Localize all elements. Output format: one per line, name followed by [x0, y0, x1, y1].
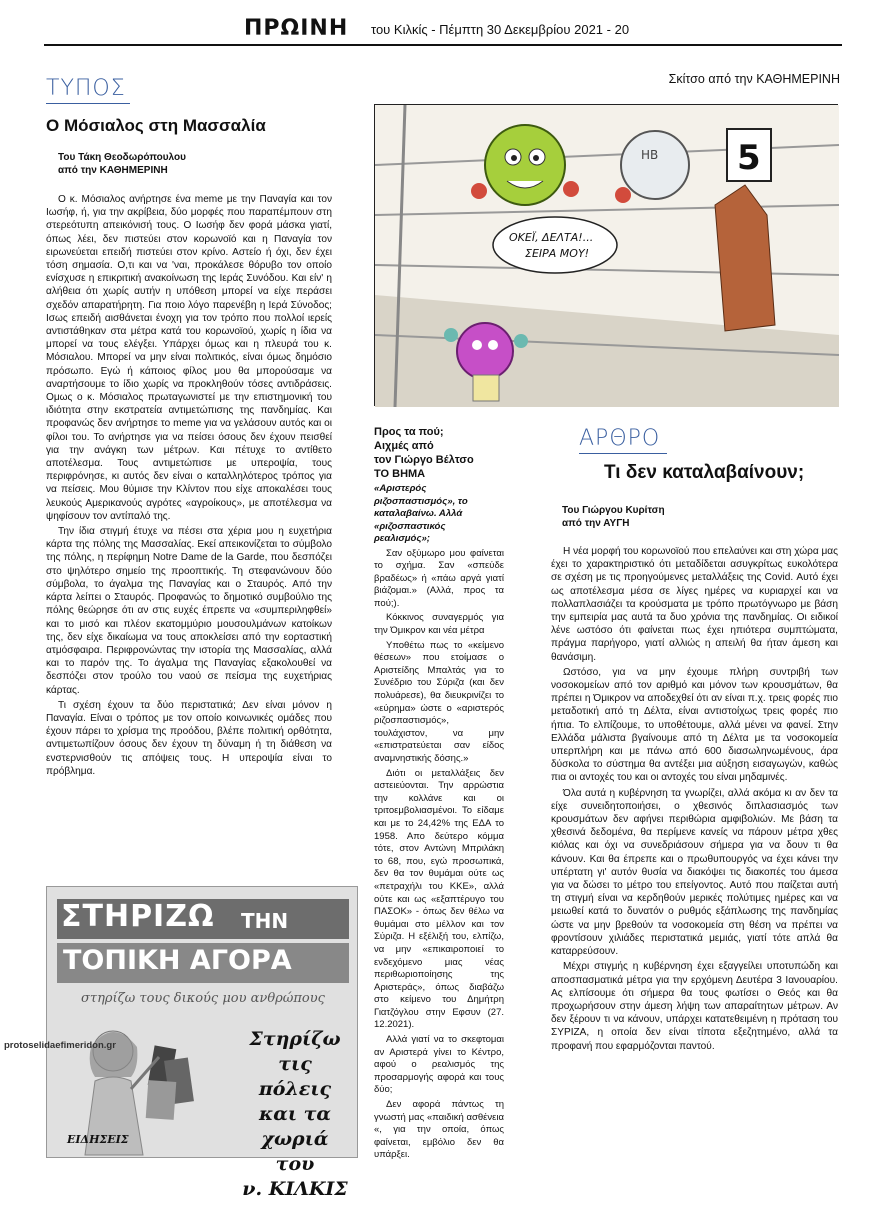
paragraph: Την ίδια στιγμή έτυχε να πέσει στα χέρια μου η ευχετήρια κάρτα της πόλης της Μασσαλίας. Εκεί απεικονίζεται το σύμβολο της πόλης, η περίφημη Notre Dame de la Garde, που δεσπόζει στο ψηλότερο σημείο της προοπτικής. Τη στεφανώνουν δύο σύμβολα, το άγαλμα της Παναγίας και ο Σταυρός. Από την κάρτα λείπει ο Σταυρός. Προφανώς το δημοτικό συμβούλιο της πόλης θεώρησε ότι αν στις ευχές έπρεπε να «συμπεριληφθεί» και το μισό και πλέον εκατομμύριο μουσουλμάνων κατοίκων της, δεν είχε δικαίωμα να τους αποκλείσει από την εορταστική ατμόσφαιρα. Περιφρονώντας την ιστορία της Μασσαλίας, αλλά και το παρόν της. Το άγαλμα της Παναγίας εξακολουθεί να δεσπόζει στον τρούλο του ναού σε πείσμα της ευχετήριας κάρτας.	[46, 526, 332, 696]
paragraph: Δεν αφορά πάντως τη γνωστή μας «παιδική ασθένεια «, για την οποία, όπως φαίνεται, εμβόλιο δεν θα υπάρξει.	[374, 1099, 504, 1161]
svg-text:HB: HB	[641, 148, 659, 162]
ad-subtitle: στηρίζω τους δικούς μου ανθρώπους	[81, 991, 325, 1006]
ad-slogan-line: Στηρίζω	[249, 1028, 341, 1050]
byline-author: Του Τάκη Θεοδωρόπουλου	[58, 152, 186, 163]
cartoon-caption: Σκίτσο από την ΚΑΘΗΜΕΡΙΝΗ	[668, 72, 840, 86]
advertisement-local-market	[46, 886, 358, 1200]
byline-left	[58, 151, 186, 177]
ad-title-line1b: ΤΗΝ	[241, 909, 289, 933]
paragraph: Αλλά γιατί να το σκεφτομαι αν Αριστερά γίνει το Κέντρο, αφού ο ρεαλισμός της προσαρμογής αφορά και τους δύο;	[374, 1034, 504, 1096]
byline-source: από την ΑΥΓΗ	[562, 518, 630, 529]
byline-author: Του Γιώργου Κυρίτση	[562, 505, 665, 516]
paragraph: Τι σχέση έχουν τα δύο περιστατικά; Δεν είναι μόνον η Παναγία. Είναι ο τρόπος με τον οποίο κοινωνικές ομάδες που έχουν πάρει το χρίσμα της προόδου, βλέπε πολιτική ορθότητα, αντιμετωπίζουν όσους δεν έχουν τη δύναμη ή τη διάθεση να ενστερνισθούν τις απόψεις τους. Η υπεροψία είναι το πρόβλημα.	[46, 699, 332, 777]
paragraph: Ο κ. Μόσιαλος ανήρτησε ένα meme με την Παναγία και τον Ιωσήφ, ή, για την ακρίβεια, δύο μορφές που παραπέμπουν στη στερεότυπη απεικόνισή τους. Ο Ιωσήφ δεν φορά μάσκα γιατί, όπως λέει, δεν πιστεύει στον κορωνοϊό και η Παναγία τον ειρωνεύεται επειδή πιστεύει στον κρίνο. Αστείο ή όχι, δεν έχει τόση σημασία. Ο,τι και να 'ναι, προκάλεσε θόρυβο τον οποίο ενίσχυσε η επικριτική ανακοίνωση της Ιεράς Συνόδου. Και είν' η αλήθεια ότι χωρίς αυτήν η υπόθεση μπορεί να είχε περάσει σχεδόν απαρατήρητη. Για ποιο λόγο παρενέβη η Ιερά Σύνοδος; Ισως επειδή αισθάνεται ένοχη για τον τρόπο που πολλοί ιερείς αντιστάθηκαν στα μέτρα κατά του κορωνοϊού, χωρίς η ίδια να μπορεί να τους ελέγξει. Υπάρχει όμως και η πλευρά του κ. Μόσιαλου. Μπορεί να μην είναι πολιτικός, είναι όμως δημόσιο πρόσωπο. Εγώ ή κάποιος φίλος μου θα μπορούσαμε να αναρτήσουμε το ίδιο χωρίς να προκληθούν τόσες αντιδράσεις. Ομως ο κ. Μόσιαλος πρωταγωνιστεί με την επιστημονική του ιδιότητα στην εκστρατεία αντιμετώπισης της πανδημίας. Και προφανώς δεν ανήρτησε το meme για να γελάσουν αυτός και οι φίλοι του. Το ανήρτησε για να πείσει όσους δεν έχουν πεισθεί για την ανάγκη των μέτρων. Και πέτυχε το αντίθετο αποτέλεσμα. Τους αντιμετώπισε με υπεροψία, τους περιφρόνησε, κι αυτός δεν είναι ο καταλληλότερος τρόπος για να πείσεις. Μου θύμισε την Κλίντον που είχε αποκαλέσει τους λευκούς Αμερικανούς αγρότες «αγροίκους», με αποτέλεσμα να ψηφίσουν τον αντίπαλό της.	[46, 194, 332, 522]
paragraph: Διότι οι μεταλλάξεις δεν αστειεύονται. Την αρρώστια την κολλάνε και οι τριτοεμβολιασμένοι. Το είδαμε και με το 24,42% της ΕΔΑ το 1958. Απο δεύτερο κόμμα τότε, στον Αντώνη Μπριλάκη το 68, που, εγώ προσωπικά, δεν θα τον θυμάμαι ούτε ως «πετραχήλι του ΚΚΕ», αλλά ούτε και ως «εξαπτέρυγο του ΠΑΣΟΚ» - όπως δεν θέλω να θυμάμαι στο μέλλον και τον Σύριζα. Η εξέλιξή του, ελπίζω, να μην «επικαιροποιεί το ενδεχόμενο μιας νέας περιθωριοποίησης της Αριστεράς», όπως διαβάζω στο κείμενο του Δημήτρη Γιατζόγλου στην Εφσυν (27. 12.2021).	[374, 767, 504, 1031]
section-underline	[579, 453, 667, 454]
paragraph: Όλα αυτά η κυβέρνηση τα γνωρίζει, αλλά ακόμα κι αν δεν τα είχε συνειδητοποιήσει, ο χθεσινός διπλασιασμός των κρουσμάτων δεν αφήνει περιθώρια αμφιβολιών. Με βάση τα χθεσινά δεδομένα, θα περίμενε κανείς να πάρουν μέτρα χθες κιόλας και όχι να συνεδριάσουν σήμερα για να δουν τι θα κάνουν. Και θα έπρεπε και ο πρωθυπουργός να έχει κάνει την υπέρτατη γι' αυτόν θυσία να διακόψει τις διακοπές του άμεσα για να δώσει το μέτρο του επείγοντος. Αυτό που παίζεται αυτή τη στιγμή είναι να κερδηθούν μερικές πολύτιμες ημέρες και να μειωθεί κατά το δυνατόν ο ρυθμός εξάπλωσης της πανδημίας ώστε να μην βρεθούν τα νοσοκομεία στη θέση να πρέπει να φροντίσουν χιλιάδες περιστατικά μεμιάς, γιατί τότε απλά θα καταρρεύσουν.	[551, 787, 838, 958]
speech-bubble	[493, 217, 617, 273]
paragraph: Υποθέτω πως το «κείμενο θέσεων» που ετοίμασε ο Αριστείδης Μπαλτάς για το Συνέδριο του Σύριζα (και δεν πολυάρεσε), θα διευκρινίζει το «εύρημα» ώστε ο «αριστερός ριζοσπαστισμός», τουλάχιστον, να μην «επιστρατεύεται σαν είδος αναμνηστικής δόσης.»	[374, 639, 504, 764]
paragraph: Σαν οξύμωρο μου φαίνεται το σχήμα. Σαν «σπεύδε βραδέως» ή «πάω αργά γιατί βιάζομαι.» (Αλλά, προς τα πού;).	[374, 547, 504, 609]
section-label-arthro: ΑΡΘΡΟ	[579, 426, 661, 451]
masthead	[44, 14, 842, 46]
column-head-line: Αιχμές από	[374, 440, 434, 452]
issue-line: του Κιλκίς - Πέμπτη 30 Δεκεμβρίου 2021 - 20	[371, 22, 630, 37]
watermark: protoselidaefimeridon.gr	[4, 1040, 116, 1051]
speech-line-1: ΟΚΕΪ, ΔΕΛΤΑ!...	[509, 231, 594, 244]
article-body-left	[46, 193, 332, 780]
cartoon-boxing-ring	[375, 105, 839, 407]
section-label-typos: ΤΥΠΟΣ	[46, 76, 126, 101]
ad-slogan-line: τις πόλεις	[258, 1053, 332, 1100]
article-headline-kyritsis: Τι δεν καταλαβαίνουν;	[604, 462, 805, 483]
paragraph: Μέχρι στιγμής η κυβέρνηση έχει εξαγγείλει υποτυπώδη και αποσπασματικά μέτρα για την ερχόμενη Δευτέρα 3 Ιανουαρίου. Ας ελπίσουμε ότι σήμερα θα τους φωτίσει ο Θεός και θα προχωρήσουν στην άμεση λήψη των απαραίτητων μέτρων. Αν δεν ξέρουν τι να κάνουν, υπάρχει κατατεθειμένη η πρόταση του ΣΥΡΙΖΑ, η οποία δεν είναι τίποτα εξεζητημένο, αλλά τα προφανή που εφαρμόζονται παντού.	[551, 961, 838, 1052]
byline-right	[562, 504, 665, 530]
paragraph: Κόκκινος συναγερμός για την Όμικρον και νέα μέτρα	[374, 612, 504, 637]
column-head	[374, 425, 504, 481]
column-body	[374, 548, 504, 1163]
ad-logo: ΕΙΔΗΣΕΙΣ	[67, 1133, 129, 1146]
byline-source: από την ΚΑΘΗΜΕΡΙΝΗ	[58, 165, 168, 176]
newspaper-brand: ΠΡΩΙΝΗ	[244, 16, 349, 41]
ad-slogan	[239, 1027, 351, 1202]
article-body-right	[551, 545, 838, 1055]
column-head-line: Προς τα πού;	[374, 426, 444, 438]
column-veltsos	[374, 425, 504, 1164]
column-head-line: τον Γιώργο Βέλτσο	[374, 454, 474, 466]
paragraph: Η νέα μορφή του κορωνοϊού που επελαύνει και στη χώρα μας έχει το χαρακτηριστικό ότι μεταδίδεται ασυγκρίτως ευκολότερα σε σχέση με τις προηγούμενες μεταλλάξεις της Covid. Αυτό έχει ως αποτέλεσμα μέσα σε λίγες ημέρες να κυριαρχεί και να πολλαπλασιάζει τα κρούσματα με τρόπο πρωτόγνωρο με βάση την εμπειρία μας αυτά τα δυο χρόνια της πανδημίας. Οι ειδικοί λένε ωστόσο ότι φαίνεται πως έχει ηπιότερα συμπτώματα, πράγμα παρήγορο, γιατί αλλιώς η απειλή θα ήταν άμεση και θανάσιμη.	[551, 546, 839, 663]
cartoon-illustration	[374, 104, 838, 406]
ad-slogan-line: χωριά του	[261, 1128, 329, 1175]
column-head-line: ΤΟ ΒΗΜΑ	[374, 468, 426, 480]
ad-title-line2: ΤΟΠΙΚΗ ΑΓΟΡΑ	[63, 945, 292, 976]
ad-slogan-end: ν. ΚΙΛΚΙΣ	[242, 1178, 348, 1200]
ad-title-line1: ΣΤΗΡΙΖΩ	[61, 899, 215, 934]
column-subhead: «Αριστερός ριζοσπαστισμός», το καταλαβαίνω. Αλλά «ριζοσπαστικός ρεαλισμός»;	[374, 483, 468, 544]
paragraph: Ωστόσο, για να μην έχουμε πλήρη συντριβή των νοσοκομείων από τον αριθμό και μόνον των κρουσμάτων, θα πρέπει η Όμικρον να αποδεχθεί ότι αν είναι π.χ. τρεις φορές πιο μεταδοτική από τη Δέλτα, είναι αντιστοίχως τρεις φορές πιο ήπια. Το ελπίζουμε, το υποθέτουμε, αλλά μένει να φανεί. Στην Ελλάδα μάλιστα βγαίνουμε από τη Δέλτα με τα νοσοκομεία υπερπλήρη και με πάνω από 600 διασωληνωμένους, άρα δύσκολα το σύστημα θα αντέξει μια αύξηση εισαγωγών, καθώς πια οι αντοχές του και οι αντοχές του είναι μηδαμινές.	[551, 666, 838, 784]
round-number: 5	[737, 138, 761, 178]
speech-line-2: ΣΕΙΡΑ ΜΟΥ!	[525, 247, 590, 260]
article-headline-mosialos: Ο Μόσιαλος στη Μασσαλία	[46, 116, 266, 135]
section-underline	[46, 103, 130, 104]
ad-slogan-line: και τα	[258, 1103, 332, 1125]
